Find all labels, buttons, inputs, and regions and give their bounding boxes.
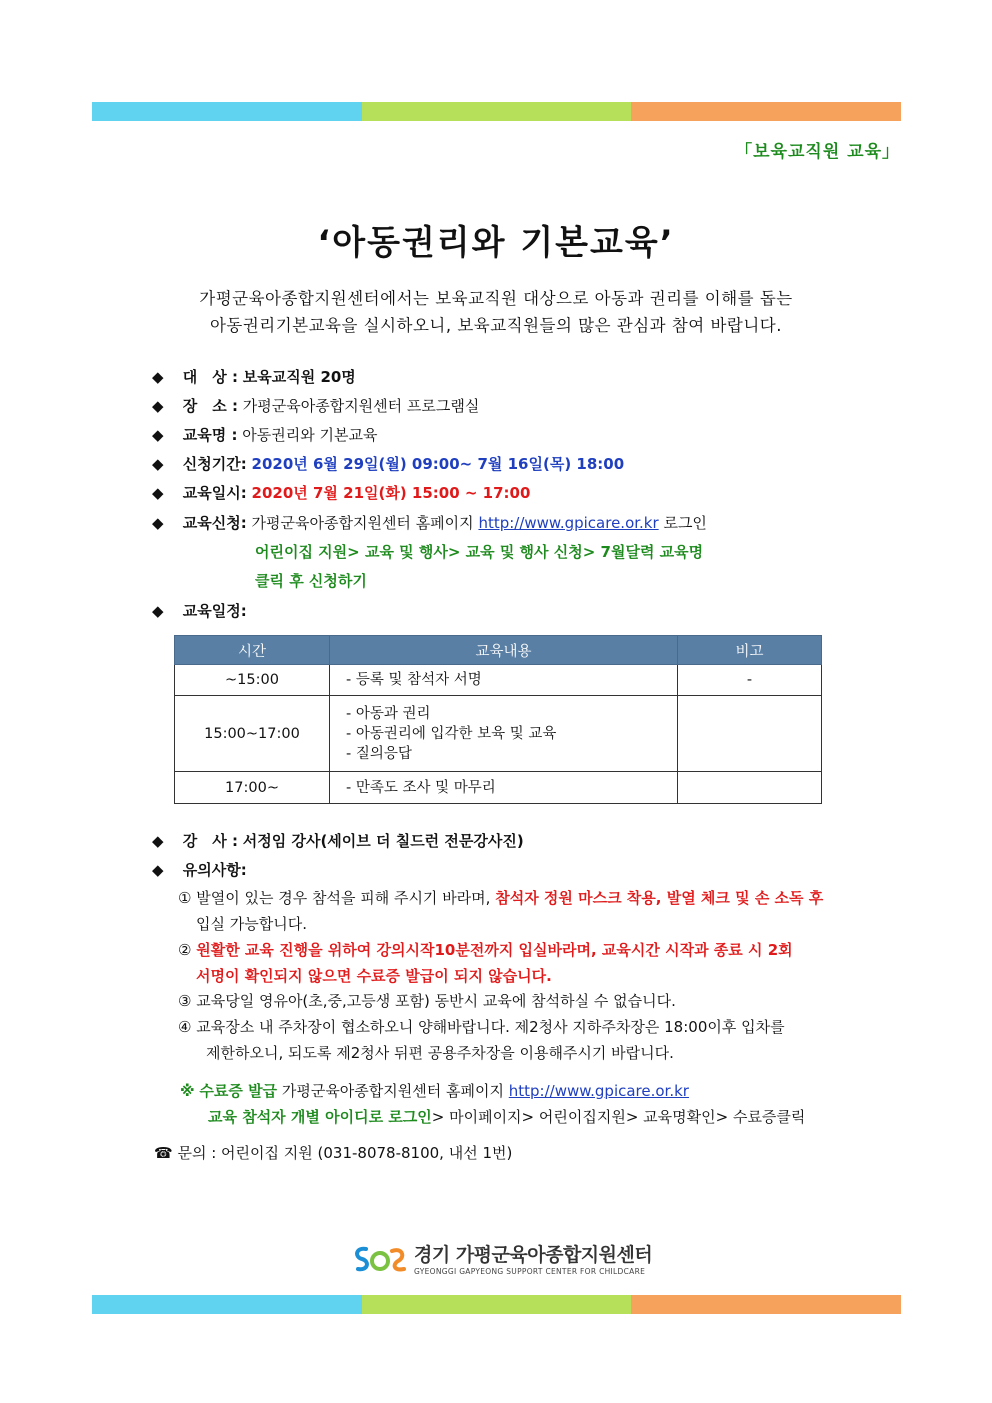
cell-content: - 아동과 권리 - 아동권리에 입각한 보육 및 교육 - 질의응답 [330, 696, 678, 772]
header-time: 시간 [175, 636, 330, 665]
cell-content: - 만족도 조사 및 마무리 [330, 772, 678, 804]
info-schedule: ◆ 교육일정: [152, 602, 247, 620]
bottom-color-bar [92, 1295, 901, 1314]
note-1: ① 발열이 있는 경우 참석을 피해 주시기 바라며, 참석자 정원 마스크 착용, 발열 체크 및 손 소독 후 입실 가능합니다. [178, 889, 824, 933]
info-place: ◆ 장 소 : 가평군육아종합지원센터 프로그램실 [152, 397, 480, 415]
intro-text: 가평군육아종합지원센터에서는 보육교직원 대상으로 아동과 권리를 이해를 돕는 아동권리기본교육을 실시하오니, 보육교직원들의 많은 관심과 참여 바랍니다. [199, 289, 793, 335]
note-2: ② 원활한 교육 진행을 위하여 강의시작10분전까지 입실바라며, 교육시간 시작과 종료 시 2회 서명이 확인되지 않으면 수료증 발급이 되지 않습니다. [178, 941, 793, 985]
diamond-icon: ◆ [152, 455, 164, 473]
note-3: ③ 교육당일 영유아(초,중,고등생 포함) 동반시 교육에 참석하실 수 없습니다. [178, 992, 676, 1010]
diamond-icon: ◆ [152, 426, 164, 444]
category-tag: 「보육교직원 교육」 [735, 142, 900, 162]
info-edu-date: ◆ 교육일시: 2020년 7월 21일(화) 15:00 ~ 17:00 [152, 484, 531, 502]
certificate-info: ※ 수료증 발급 가평군육아종합지원센터 홈페이지 http://www.gpicare.or.kr 교육 참석자 개별 아이디로 로그인> 마이페이지> 어린이집지원> 교육명확인> 수료증클릭 [180, 1082, 806, 1126]
table-row [175, 696, 822, 772]
header-note: 비고 [678, 636, 822, 665]
diamond-icon: ◆ [152, 602, 164, 620]
apply-path-2: 클릭 후 신청하기 [255, 572, 367, 590]
diamond-icon: ◆ [152, 368, 164, 386]
note-4: ④ 교육장소 내 주차장이 협소하오니 양해바랍니다. 제2청사 지하주차장은 18:00이후 입차를 제한하오니, 되도록 제2청사 뒤편 공용주차장을 이용해주시기 바랍니다. [178, 1018, 785, 1062]
diamond-icon: ◆ [152, 832, 164, 850]
info-course: ◆ 교육명 : 아동권리와 기본교육 [152, 426, 378, 444]
cell-time: 17:00~ [175, 772, 330, 804]
cell-time: 15:00~17:00 [175, 696, 330, 772]
info-apply-period: ◆ 신청기간: 2020년 6월 29일(월) 09:00~ 7월 16일(목) 18:00 [152, 455, 625, 473]
homepage-link[interactable]: http://www.gpicare.or.kr [478, 514, 659, 532]
center-logo: 경기 가평군육아종합지원센터 GYEONGGI GAPYEONG SUPPORT CENTER FOR CHILDCARE [352, 1238, 652, 1278]
top-color-bar [92, 102, 901, 121]
certificate-link[interactable]: http://www.gpicare.or.kr [508, 1082, 689, 1100]
diamond-icon: ◆ [152, 397, 164, 415]
logo-icon [352, 1241, 408, 1275]
table-row [175, 772, 822, 804]
info-instructor: ◆ 강 사 : 서정임 강사(세이브 더 칠드런 전문강사진) [152, 832, 524, 850]
table-header-row [175, 636, 822, 665]
diamond-icon: ◆ [152, 514, 164, 532]
cell-content: - 등록 및 참석자 서명 [330, 665, 678, 696]
info-notes: ◆ 유의사항: [152, 861, 247, 879]
cell-note: - [678, 665, 822, 696]
cell-note [678, 772, 822, 804]
info-apply: ◆ 교육신청: 가평군육아종합지원센터 홈페이지 http://www.gpicare.or.kr 로그인 [152, 514, 707, 532]
diamond-icon: ◆ [152, 861, 164, 879]
schedule-table [174, 635, 822, 804]
header-content: 교육내용 [330, 636, 678, 665]
apply-path-1: 어린이집 지원> 교육 및 행사> 교육 및 행사 신청> 7월달력 교육명 [255, 543, 704, 561]
table-row [175, 665, 822, 696]
cell-note [678, 696, 822, 772]
info-target: ◆ 대 상 : 보육교직원 20명 [152, 368, 356, 386]
note-mark: ※ [180, 1082, 195, 1100]
page-title: ‘아동권리와 기본교육’ [317, 223, 675, 263]
cell-time: ~15:00 [175, 665, 330, 696]
diamond-icon: ◆ [152, 484, 164, 502]
phone-icon: ☎ [154, 1144, 173, 1162]
contact-info: ☎ 문의 : 어린이집 지원 (031-8078-8100, 내선 1번) [154, 1144, 513, 1162]
